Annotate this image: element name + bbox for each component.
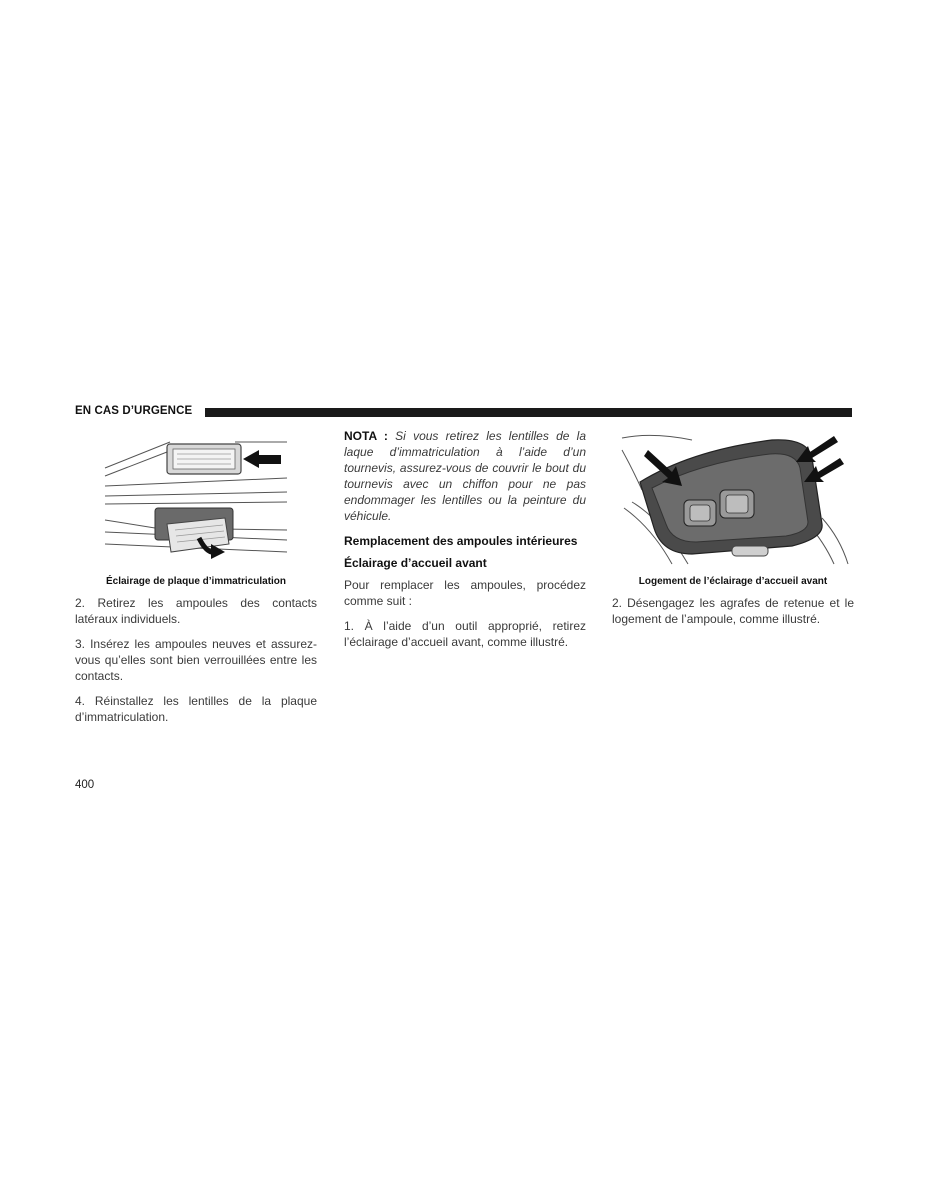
note-paragraph bbox=[344, 428, 586, 524]
section-heading: Remplacement des ampoules intérieures bbox=[344, 534, 578, 548]
figure-caption: Éclairage de plaque d’immatriculation bbox=[105, 576, 287, 587]
section-header bbox=[75, 405, 852, 421]
section-title: EN CAS D’URGENCE bbox=[75, 405, 193, 417]
license-plate-light-illustration bbox=[75, 428, 317, 568]
note-text: Si vous retirez les lentilles de la laque d’immatriculation à l’aide d’un tournevis, assurez-vous de couvrir le bout du tournevis avec un chiffon pour ne pas endommager les lentilles ou la peinture du véhicule. bbox=[344, 429, 586, 523]
step-4-text: 4. Réinstallez les lentilles de la plaque d’immatriculation. bbox=[75, 694, 317, 724]
step-2-text: 2. Désengagez les agrafes de retenue et le logement de l’ampoule, comme illustré. bbox=[612, 596, 854, 626]
column-left bbox=[75, 428, 317, 734]
header-rule bbox=[205, 408, 852, 417]
note-label: NOTA : bbox=[344, 429, 388, 443]
intro-text: Pour remplacer les ampoules, procédez comme suit : bbox=[344, 578, 586, 608]
page-number: 400 bbox=[75, 779, 95, 791]
figure-caption: Logement de l’éclairage d’accueil avant bbox=[638, 576, 828, 587]
step-3-text: 3. Insérez les ampoules neuves et assurez-vous qu’elles sont bien verrouillées entre les contacts. bbox=[75, 637, 317, 683]
step-1-text: 1. À l’aide d’un outil approprié, retirez l’éclairage d’accueil avant, comme illustré. bbox=[344, 619, 586, 649]
column-middle bbox=[344, 428, 586, 659]
subsection-heading: Éclairage d’accueil avant bbox=[344, 556, 487, 570]
dome-light-housing-illustration bbox=[612, 428, 854, 568]
step-2-text: 2. Retirez les ampoules des contacts latéraux individuels. bbox=[75, 596, 317, 626]
column-right bbox=[612, 428, 854, 636]
